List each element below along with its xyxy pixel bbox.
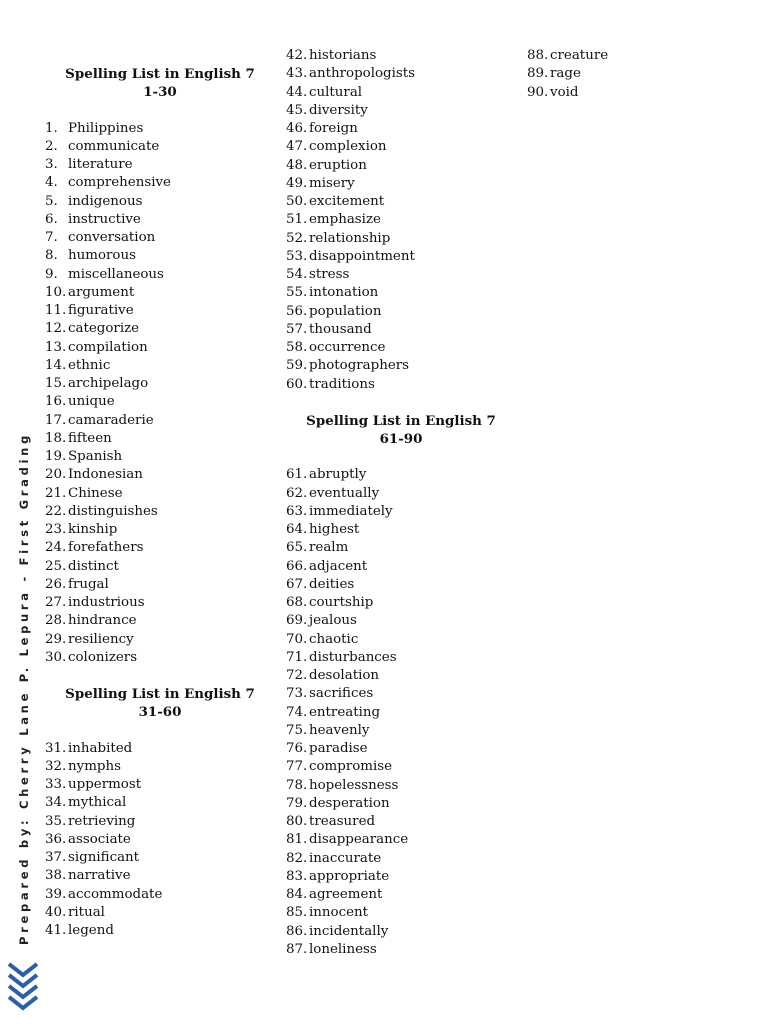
item-number: 75. xyxy=(286,722,308,738)
item-word: eventually xyxy=(309,485,380,501)
item-number: 63. xyxy=(286,503,308,519)
list-item xyxy=(286,248,516,266)
item-word: instructive xyxy=(68,211,141,227)
list-item xyxy=(286,102,516,120)
item-word: hopelessness xyxy=(309,777,399,793)
list-item xyxy=(45,120,275,138)
item-word: historians xyxy=(309,48,377,63)
list-item xyxy=(45,849,275,867)
item-word: Indonesian xyxy=(68,467,143,483)
item-word: paradise xyxy=(309,741,368,756)
item-number: 44. xyxy=(286,84,308,100)
list-item xyxy=(286,612,516,630)
item-word: innocent xyxy=(309,905,369,921)
item-number: 39. xyxy=(45,886,67,902)
item-number: 84. xyxy=(286,887,308,902)
item-number: 17. xyxy=(45,412,67,428)
item-word: frugal xyxy=(68,576,109,592)
item-word: industrious xyxy=(68,595,145,610)
item-number: 6. xyxy=(45,211,58,227)
item-number: 11. xyxy=(45,303,67,318)
item-word: hindrance xyxy=(68,613,137,629)
item-word: compilation xyxy=(68,339,148,355)
item-word: sacrifices xyxy=(309,686,374,702)
list-item xyxy=(286,157,516,175)
list-item xyxy=(45,740,275,758)
item-number: 38. xyxy=(45,868,67,884)
list-item xyxy=(45,813,275,831)
item-number: 10. xyxy=(45,284,67,300)
item-number: 73. xyxy=(286,686,308,702)
item-number: 21. xyxy=(45,485,67,501)
list-item xyxy=(45,776,275,794)
item-number: 79. xyxy=(286,795,308,811)
item-word: heavenly xyxy=(309,722,370,738)
item-number: 31. xyxy=(45,740,67,756)
list-item xyxy=(45,758,275,776)
item-number: 5. xyxy=(45,193,58,209)
list-item xyxy=(286,539,516,557)
list-item xyxy=(45,211,275,229)
list-item xyxy=(45,867,275,885)
list-item xyxy=(286,193,516,211)
item-word: excitement xyxy=(309,194,385,209)
item-number: 76. xyxy=(286,741,308,756)
list-item xyxy=(45,138,275,156)
list-item xyxy=(45,430,275,448)
item-number: 52. xyxy=(286,230,308,246)
item-number: 81. xyxy=(286,832,308,848)
list-item xyxy=(286,503,516,521)
item-number: 53. xyxy=(286,248,308,264)
list-item xyxy=(286,321,516,339)
item-word: miscellaneous xyxy=(68,266,164,282)
item-word: comprehensive xyxy=(68,175,171,191)
list-item xyxy=(286,521,516,539)
item-number: 65. xyxy=(286,540,308,556)
item-number: 51. xyxy=(286,212,308,228)
section-title: Spelling List in English 7 xyxy=(306,413,496,429)
item-word: immediately xyxy=(309,503,393,519)
list-item xyxy=(286,795,516,813)
item-number: 64. xyxy=(286,522,308,537)
item-number: 56. xyxy=(286,303,308,319)
list-item xyxy=(286,357,516,375)
list-item xyxy=(286,631,516,649)
item-word: resiliency xyxy=(68,631,134,647)
section-range: 61-90 xyxy=(379,431,423,447)
item-number: 19. xyxy=(45,449,67,464)
list-item xyxy=(45,302,275,320)
item-word: significant xyxy=(68,850,140,865)
item-word: literature xyxy=(68,157,133,172)
item-word: unique xyxy=(68,394,115,410)
item-number: 16. xyxy=(45,394,67,410)
item-number: 30. xyxy=(45,649,67,665)
list-item xyxy=(45,539,275,557)
item-number: 7. xyxy=(45,230,58,245)
item-number: 69. xyxy=(286,613,308,629)
list-item xyxy=(286,485,516,503)
section-title: Spelling List in English 7 xyxy=(65,66,255,83)
list-item xyxy=(286,594,516,612)
list-item xyxy=(286,649,516,667)
item-number: 14. xyxy=(45,357,67,373)
item-number: 36. xyxy=(45,831,67,847)
list-item xyxy=(45,448,275,466)
item-word: desolation xyxy=(309,668,380,683)
list-item xyxy=(45,612,275,630)
item-number: 90. xyxy=(527,84,549,100)
item-number: 15. xyxy=(45,376,67,391)
item-word: accommodate xyxy=(68,886,163,902)
item-word: ethnic xyxy=(68,357,111,373)
item-number: 68. xyxy=(286,595,308,610)
list-item xyxy=(45,904,275,922)
list-item xyxy=(527,47,727,65)
item-number: 87. xyxy=(286,941,308,957)
list-item xyxy=(286,339,516,357)
list-item xyxy=(527,84,727,102)
list-item xyxy=(45,503,275,521)
item-word: inhabited xyxy=(68,740,133,756)
list-item xyxy=(286,303,516,321)
item-number: 40. xyxy=(45,904,67,920)
item-number: 74. xyxy=(286,704,308,720)
list-item xyxy=(286,284,516,302)
item-word: communicate xyxy=(68,138,160,154)
item-word: cultural xyxy=(309,84,363,100)
list-item xyxy=(45,649,275,667)
list-item xyxy=(286,722,516,740)
word-list-1-30 xyxy=(45,120,275,668)
item-number: 54. xyxy=(286,267,308,282)
item-word: relationship xyxy=(309,230,391,246)
item-number: 37. xyxy=(45,850,67,865)
list-item xyxy=(286,923,516,941)
item-word: adjacent xyxy=(309,558,368,574)
item-word: mythical xyxy=(68,795,127,811)
item-word: figurative xyxy=(68,303,134,318)
list-item xyxy=(286,175,516,193)
item-word: photographers xyxy=(309,358,410,374)
item-number: 71. xyxy=(286,649,308,665)
list-item xyxy=(286,868,516,886)
item-word: rage xyxy=(550,66,581,82)
item-number: 78. xyxy=(286,777,308,793)
item-word: Spanish xyxy=(68,449,123,464)
item-number: 3. xyxy=(45,157,58,172)
item-number: 8. xyxy=(45,248,58,264)
item-word: disturbances xyxy=(309,649,397,665)
list-item xyxy=(45,393,275,411)
item-word: legend xyxy=(68,923,114,938)
list-item xyxy=(286,904,516,922)
column-2 xyxy=(286,47,516,959)
item-number: 58. xyxy=(286,340,308,355)
item-word: treasured xyxy=(309,814,376,829)
item-word: nymphs xyxy=(68,758,121,774)
list-item xyxy=(45,412,275,430)
item-number: 88. xyxy=(527,48,549,63)
item-number: 24. xyxy=(45,540,67,556)
column-3 xyxy=(527,47,727,102)
list-item xyxy=(45,320,275,338)
item-number: 28. xyxy=(45,613,67,629)
item-word: indigenous xyxy=(68,193,143,209)
item-number: 4. xyxy=(45,175,58,191)
item-word: ritual xyxy=(68,904,105,920)
chevron-strokes xyxy=(9,964,37,1008)
item-word: courtship xyxy=(309,595,374,610)
item-number: 32. xyxy=(45,758,67,774)
item-number: 67. xyxy=(286,576,308,592)
list-item xyxy=(286,266,516,284)
item-number: 60. xyxy=(286,376,308,392)
item-word: distinguishes xyxy=(68,503,158,519)
list-item xyxy=(286,831,516,849)
item-word: intonation xyxy=(309,285,379,301)
item-word: associate xyxy=(68,831,131,847)
item-number: 46. xyxy=(286,121,308,136)
item-word: loneliness xyxy=(309,941,377,957)
item-word: conversation xyxy=(68,230,156,245)
item-number: 2. xyxy=(45,138,58,154)
list-item xyxy=(286,47,516,65)
item-word: uppermost xyxy=(68,777,142,792)
list-item xyxy=(45,193,275,211)
list-item xyxy=(45,266,275,284)
item-number: 26. xyxy=(45,576,67,592)
item-number: 29. xyxy=(45,631,67,647)
section-range: 1-30 xyxy=(143,84,177,101)
item-word: inaccurate xyxy=(309,850,382,866)
item-word: appropriate xyxy=(309,868,390,884)
item-word: disappearance xyxy=(309,832,409,848)
list-item xyxy=(45,375,275,393)
list-item xyxy=(286,211,516,229)
item-number: 42. xyxy=(286,48,308,63)
list-item xyxy=(45,485,275,503)
item-number: 47. xyxy=(286,139,308,155)
item-number: 45. xyxy=(286,102,308,118)
item-word: highest xyxy=(309,522,360,537)
item-word: colonizers xyxy=(68,649,138,665)
list-item xyxy=(45,521,275,539)
item-word: traditions xyxy=(309,376,375,392)
item-word: deities xyxy=(309,576,355,592)
list-item xyxy=(286,850,516,868)
word-list-31-41 xyxy=(45,740,275,941)
list-item xyxy=(45,794,275,812)
item-number: 9. xyxy=(45,266,58,282)
list-item xyxy=(45,466,275,484)
item-number: 18. xyxy=(45,430,67,446)
item-number: 61. xyxy=(286,467,308,483)
list-item xyxy=(45,174,275,192)
list-item xyxy=(286,941,516,959)
list-item xyxy=(45,576,275,594)
item-number: 20. xyxy=(45,467,67,483)
item-word: distinct xyxy=(68,558,119,574)
list-item xyxy=(286,558,516,576)
list-item xyxy=(45,339,275,357)
item-word: entreating xyxy=(309,704,381,720)
list-item xyxy=(45,156,275,174)
item-word: Philippines xyxy=(68,120,144,136)
item-word: disappointment xyxy=(309,248,415,264)
item-word: occurrence xyxy=(309,340,386,355)
item-word: categorize xyxy=(68,321,140,337)
item-number: 48. xyxy=(286,157,308,173)
item-word: camaraderie xyxy=(68,412,154,428)
list-item xyxy=(286,65,516,83)
list-item xyxy=(45,247,275,265)
word-list-88-90 xyxy=(527,47,727,102)
item-number: 86. xyxy=(286,923,308,939)
list-item xyxy=(286,120,516,138)
item-number: 25. xyxy=(45,558,67,574)
item-number: 50. xyxy=(286,194,308,209)
list-item xyxy=(286,685,516,703)
item-number: 41. xyxy=(45,923,67,938)
item-word: compromise xyxy=(309,759,393,775)
item-word: creature xyxy=(550,48,609,63)
section-title: Spelling List in English 7 xyxy=(65,686,255,703)
item-word: misery xyxy=(309,175,355,191)
item-number: 89. xyxy=(527,66,549,82)
item-number: 77. xyxy=(286,759,308,775)
item-number: 22. xyxy=(45,503,67,519)
item-number: 70. xyxy=(286,631,308,647)
item-number: 23. xyxy=(45,522,67,537)
list-item xyxy=(45,886,275,904)
word-list-42-60 xyxy=(286,47,516,394)
item-number: 1. xyxy=(45,120,58,136)
item-word: incidentally xyxy=(309,923,389,939)
item-word: Chinese xyxy=(68,485,123,501)
list-item xyxy=(286,777,516,795)
item-number: 13. xyxy=(45,339,67,355)
item-number: 66. xyxy=(286,558,308,574)
list-item xyxy=(286,376,516,394)
item-number: 35. xyxy=(45,813,67,829)
item-number: 49. xyxy=(286,175,308,191)
item-word: complexion xyxy=(309,139,387,155)
item-word: narrative xyxy=(68,868,131,884)
list-item xyxy=(527,65,727,83)
item-word: diversity xyxy=(309,102,368,118)
item-word: fifteen xyxy=(68,430,112,446)
item-word: agreement xyxy=(309,887,383,902)
list-item xyxy=(286,667,516,685)
list-item xyxy=(45,831,275,849)
list-item xyxy=(286,576,516,594)
list-item xyxy=(45,594,275,612)
section-heading-61-90 xyxy=(286,412,516,448)
item-number: 62. xyxy=(286,485,308,501)
item-word: forefathers xyxy=(68,540,144,556)
item-word: population xyxy=(309,303,382,319)
prepared-by-credit: Prepared by: Cherry Lane P. Lepura - First Grading xyxy=(17,431,31,945)
list-item xyxy=(286,813,516,831)
item-word: jealous xyxy=(309,613,357,629)
item-number: 12. xyxy=(45,321,67,337)
item-word: foreign xyxy=(309,121,358,136)
list-item xyxy=(45,357,275,375)
list-item xyxy=(45,631,275,649)
item-word: abruptly xyxy=(309,467,367,483)
item-number: 55. xyxy=(286,285,308,301)
item-number: 57. xyxy=(286,321,308,337)
item-word: desperation xyxy=(309,795,390,811)
item-number: 72. xyxy=(286,668,308,683)
section-heading-1-30 xyxy=(45,65,275,101)
list-item xyxy=(286,84,516,102)
item-word: chaotic xyxy=(309,631,359,647)
item-word: archipelago xyxy=(68,376,149,391)
section-heading-31-60 xyxy=(45,685,275,721)
list-item xyxy=(45,229,275,247)
list-item xyxy=(286,230,516,248)
item-word: realm xyxy=(309,540,349,556)
list-item xyxy=(45,558,275,576)
list-item xyxy=(286,740,516,758)
item-number: 27. xyxy=(45,595,67,610)
item-number: 80. xyxy=(286,814,308,829)
list-item xyxy=(286,886,516,904)
item-word: anthropologists xyxy=(309,66,416,82)
item-word: stress xyxy=(309,267,350,282)
item-number: 43. xyxy=(286,66,308,82)
column-1 xyxy=(45,47,275,940)
item-word: void xyxy=(550,84,579,100)
list-item xyxy=(286,758,516,776)
list-item xyxy=(286,704,516,722)
list-item xyxy=(45,284,275,302)
list-item xyxy=(286,466,516,484)
section-range: 31-60 xyxy=(138,704,182,721)
item-word: eruption xyxy=(309,157,367,173)
item-number: 82. xyxy=(286,850,308,866)
item-number: 59. xyxy=(286,358,308,374)
list-item xyxy=(45,922,275,940)
item-word: thousand xyxy=(309,321,372,337)
item-number: 33. xyxy=(45,777,67,792)
word-list-61-87 xyxy=(286,466,516,959)
item-word: retrieving xyxy=(68,813,136,829)
item-number: 34. xyxy=(45,795,67,811)
item-word: kinship xyxy=(68,522,118,537)
item-word: argument xyxy=(68,284,135,300)
item-word: emphasize xyxy=(309,212,381,228)
item-word: humorous xyxy=(68,248,136,264)
chevron-logo-icon xyxy=(6,960,40,1012)
item-number: 85. xyxy=(286,905,308,921)
item-number: 83. xyxy=(286,868,308,884)
list-item xyxy=(286,138,516,156)
